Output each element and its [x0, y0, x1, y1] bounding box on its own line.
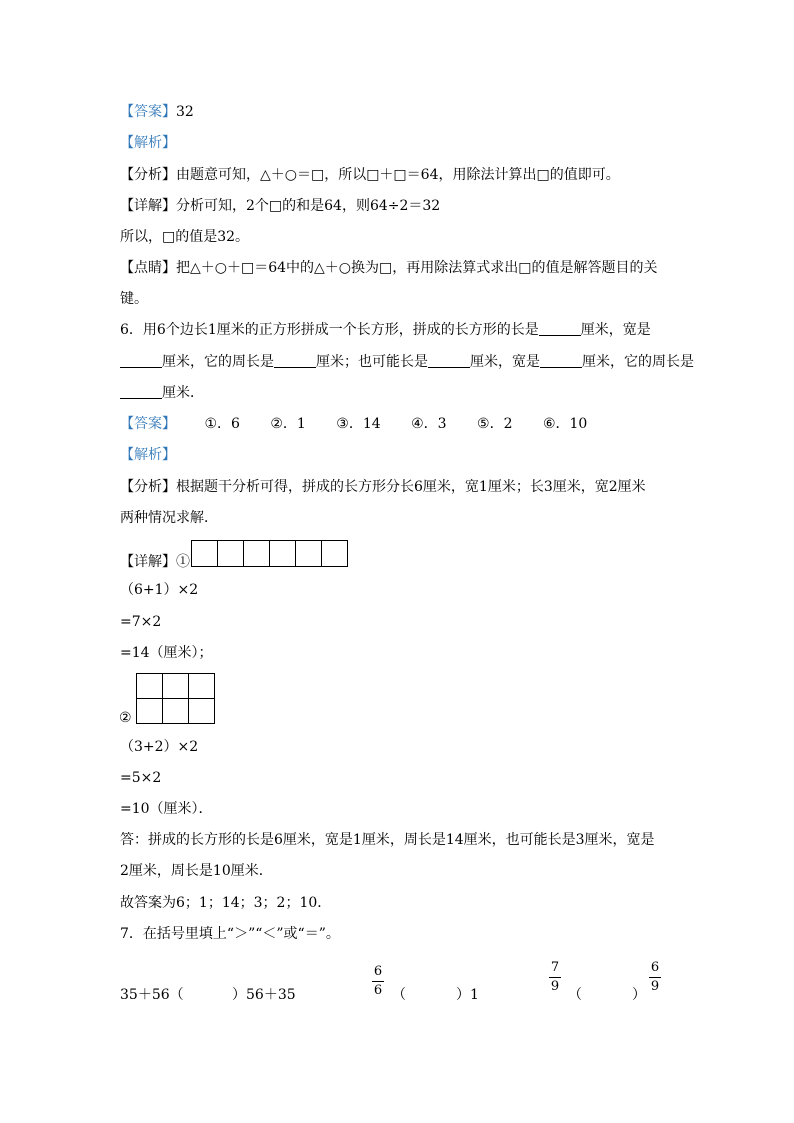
answer-value: 32 [176, 104, 194, 120]
answer-item: ⑤．2 [477, 416, 513, 432]
fill-blank-2[interactable] [120, 353, 162, 368]
denominator: 9 [550, 979, 560, 994]
answer-tag: 【答案】 [120, 104, 176, 120]
q7-item3-close: ） [632, 987, 646, 1003]
calc-line: =10（厘米）． [120, 801, 213, 817]
case-marker: ① [176, 554, 190, 570]
q5-dianjing-line-2: 键。 [120, 291, 148, 307]
q6-analysis-line [120, 445, 176, 465]
compare-blank-1[interactable] [184, 985, 232, 1003]
q5-answer-line [120, 102, 194, 122]
fenxi-tag: 【分析】 [120, 167, 176, 183]
fraction-bar [649, 977, 661, 978]
fill-blank-3[interactable] [274, 353, 316, 368]
q6-stem-text: 厘米，它的周长是 [582, 354, 694, 370]
unit-square [163, 699, 189, 724]
dianjing-tag: 【点睛】 [120, 260, 176, 276]
fraction-7-9 [549, 960, 561, 995]
q6-fenxi-line-2: 两种情况求解． [120, 510, 218, 526]
numerator: 6 [373, 964, 383, 979]
dianjing-text: 把△＋○＋□＝64中的△＋○换为□，再用除法算式求出□的值是解答题目的关 [176, 260, 658, 276]
fraction-6-6 [372, 964, 384, 999]
answer-item: ①．6 [204, 416, 240, 432]
unit-square [192, 541, 218, 567]
calc-line: （3+2）×2 [120, 739, 199, 755]
q7-item1-right: ）56＋35 [232, 987, 296, 1003]
q5-dianjing-line [120, 258, 657, 278]
q6-answer-line [120, 414, 587, 434]
q6-stem-text: 厘米；也可能长是 [316, 354, 428, 370]
unit-square [270, 541, 296, 567]
fill-blank-5[interactable] [540, 353, 582, 368]
denominator: 6 [373, 983, 383, 998]
denominator: 9 [650, 979, 660, 994]
unit-square [137, 699, 163, 724]
fenxi-text: 根据题干分析可得，拼成的长方形分长6厘米，宽1厘米；长3厘米，宽2厘米 [176, 479, 646, 495]
analysis-tag: 【解析】 [120, 135, 176, 151]
answer-item: ④．3 [411, 416, 447, 432]
answer-tag: 【答案】 [120, 416, 176, 432]
q6-stem-line-2 [120, 352, 694, 372]
q6-stem-text: 厘米，宽是 [580, 322, 651, 338]
calc-line: =5×2 [120, 770, 162, 786]
reply-line-2: 2厘米，周长是10厘米． [120, 863, 273, 879]
case-marker: ② [119, 710, 132, 726]
analysis-tag: 【解析】 [120, 447, 176, 463]
detail-tag: 【详解】 [120, 198, 176, 214]
q6-fenxi-line [120, 477, 646, 497]
fill-blank-4[interactable] [428, 353, 470, 368]
answer-item: ⑥．10 [542, 416, 588, 432]
fraction-6-9 [649, 960, 661, 995]
answer-item: ②．1 [270, 416, 306, 432]
numerator: 7 [550, 960, 560, 975]
q7-item1-left: 35＋56（ [120, 987, 184, 1003]
unit-square [244, 541, 270, 567]
q7-item3-open: （ [568, 987, 582, 1003]
calc-line: =7×2 [120, 614, 162, 630]
fenxi-text: 由题意可知，△＋○＝□，所以□＋□＝64，用除法计算出□的值即可。 [176, 167, 620, 183]
fraction-bar [372, 981, 384, 982]
fenxi-tag: 【分析】 [120, 479, 176, 495]
final-answer-line: 故答案为6；1；14；3；2；10． [120, 895, 332, 911]
q6-stem-text: 6．用6个边长1厘米的正方形拼成一个长方形，拼成的长方形的长是 [120, 322, 539, 338]
calc-line: =14（厘米）； [120, 645, 213, 661]
q7-item2-close: ）1 [456, 987, 479, 1003]
q7-item2-open: （ [392, 987, 406, 1003]
q6-stem-line-3 [120, 383, 204, 403]
unit-square [322, 541, 348, 567]
q6-stem-text: 厘米． [162, 385, 204, 401]
answer-item: ③．14 [336, 416, 381, 432]
unit-square [296, 541, 322, 567]
detail-tag: 【详解】 [120, 554, 176, 570]
q6-stem-text: 厘米，宽是 [470, 354, 540, 370]
unit-square [137, 674, 163, 699]
unit-square [189, 699, 215, 724]
numerator: 6 [650, 960, 660, 975]
q7-stem-line: 7．在括号里填上“＞”“＜”或“＝”。 [120, 926, 340, 942]
rectangle-6x1-diagram [191, 540, 348, 567]
detail-text: 分析可知，2个□的和是64，则64÷2＝32 [176, 198, 441, 214]
compare-blank-3[interactable] [584, 985, 632, 1003]
rectangle-3x2-diagram [136, 673, 215, 724]
calc-line: （6+1）×2 [120, 582, 199, 598]
q6-stem-line-1 [120, 320, 651, 340]
fill-blank-1[interactable] [539, 321, 581, 336]
unit-square [218, 541, 244, 567]
unit-square [163, 674, 189, 699]
fill-blank-6[interactable] [120, 384, 162, 399]
q5-conclusion-line: 所以，□的值是32。 [120, 229, 250, 245]
q6-stem-text: 厘米，它的周长是 [162, 354, 274, 370]
fraction-bar [549, 977, 561, 978]
q5-analysis-line [120, 133, 176, 153]
q5-detail-line [120, 196, 440, 216]
reply-line-1: 答：拼成的长方形的长是6厘米，宽是1厘米，周长是14厘米，也可能长是3厘米，宽是 [120, 832, 655, 848]
q5-fenxi-line [120, 165, 620, 185]
unit-square [189, 674, 215, 699]
compare-blank-2[interactable] [407, 985, 455, 1003]
q6-detail-line [120, 552, 190, 572]
